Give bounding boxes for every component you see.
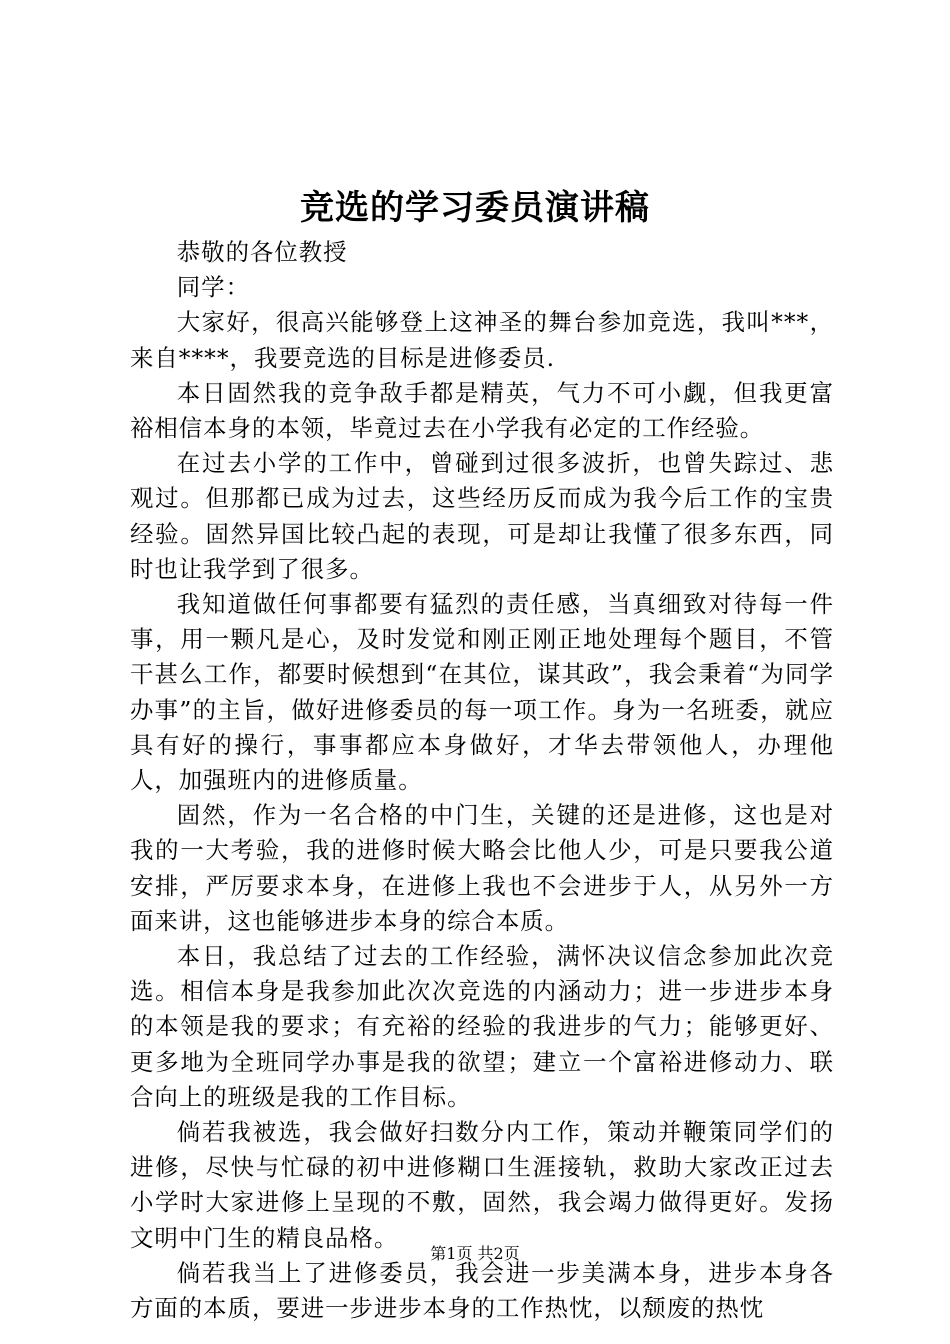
paragraph: 恭敬的各位教授 bbox=[176, 238, 348, 266]
paragraph: 固然，作为一名合格的中门生，关键的还是进修，这也是对我的一大考验，我的进修时候大略会比他人少，可是只要我公道安排，严厉要求本身，在进修上我也不会进步于人，从另外一方面来讲，这也能够进步本身的综合本质。 bbox=[130, 801, 834, 935]
paragraph: 本日固然我的竞争敌手都是精英，气力不可小觑，但我更富裕相信本身的本领，毕竟过去在小学我有必定的工作经验。 bbox=[130, 378, 834, 443]
paragraph: 我知道做任何事都要有猛烈的责任感，当真细致对待每一件事，用一颗凡是心，及时发觉和刚正刚正地处理每个题目，不管干甚么工作，都要时候想到“在其位，谋其政”，我会秉着“为同学办事”的主旨，做好进修委员的每一项工作。身为一名班委，就应具有好的操行，事事都应本身做好，才华去带领他人，办理他人，加强班内的进修质量。 bbox=[130, 590, 834, 795]
document-body bbox=[130, 235, 834, 1326]
paragraph: 倘若我当上了进修委员，我会进一步美满本身，进步本身各方面的本质，要进一步进步本身的工作热忱，以颓废的热忱 bbox=[130, 1258, 834, 1323]
paragraph: 同学： bbox=[176, 273, 250, 302]
paragraph: 大家好，很高兴能够登上这神圣的舞台参加竞选，我叫***，来自****，我要竞选的目标是进修委员. bbox=[130, 308, 834, 372]
paragraph: 本日，我总结了过去的工作经验，满怀决议信念参加此次竞选。相信本身是我参加此次次竞选的内涵动力；进一步进步本身的本领是我的要求；有充裕的经验的我进步的气力；能够更好、更多地为全班同学办事是我的欲望；建立一个富裕进修动力、联合向上的班级是我的工作目标。 bbox=[130, 942, 834, 1111]
paragraph: 在过去小学的工作中，曾碰到过很多波折，也曾失踪过、悲观过。但那都已成为过去，这些经历反而成为我今后工作的宝贵经验。固然异国比较凸起的表现，可是却让我懂了很多东西，同时也让我学到了很多。 bbox=[130, 449, 834, 583]
page-number-footer: 第1页 共2页 bbox=[430, 1244, 520, 1263]
paragraph: 倘若我被选，我会做好扫数分内工作，策动并鞭策同学们的进修，尽快与忙碌的初中进修糊口生涯接轨，救助大家改正过去小学时大家进修上呈现的不敷，固然，我会竭力做得更好。发扬文明中门生的精良品格。 bbox=[130, 1118, 834, 1252]
document-title: 竞选的学习委员演讲稿 bbox=[300, 188, 650, 228]
